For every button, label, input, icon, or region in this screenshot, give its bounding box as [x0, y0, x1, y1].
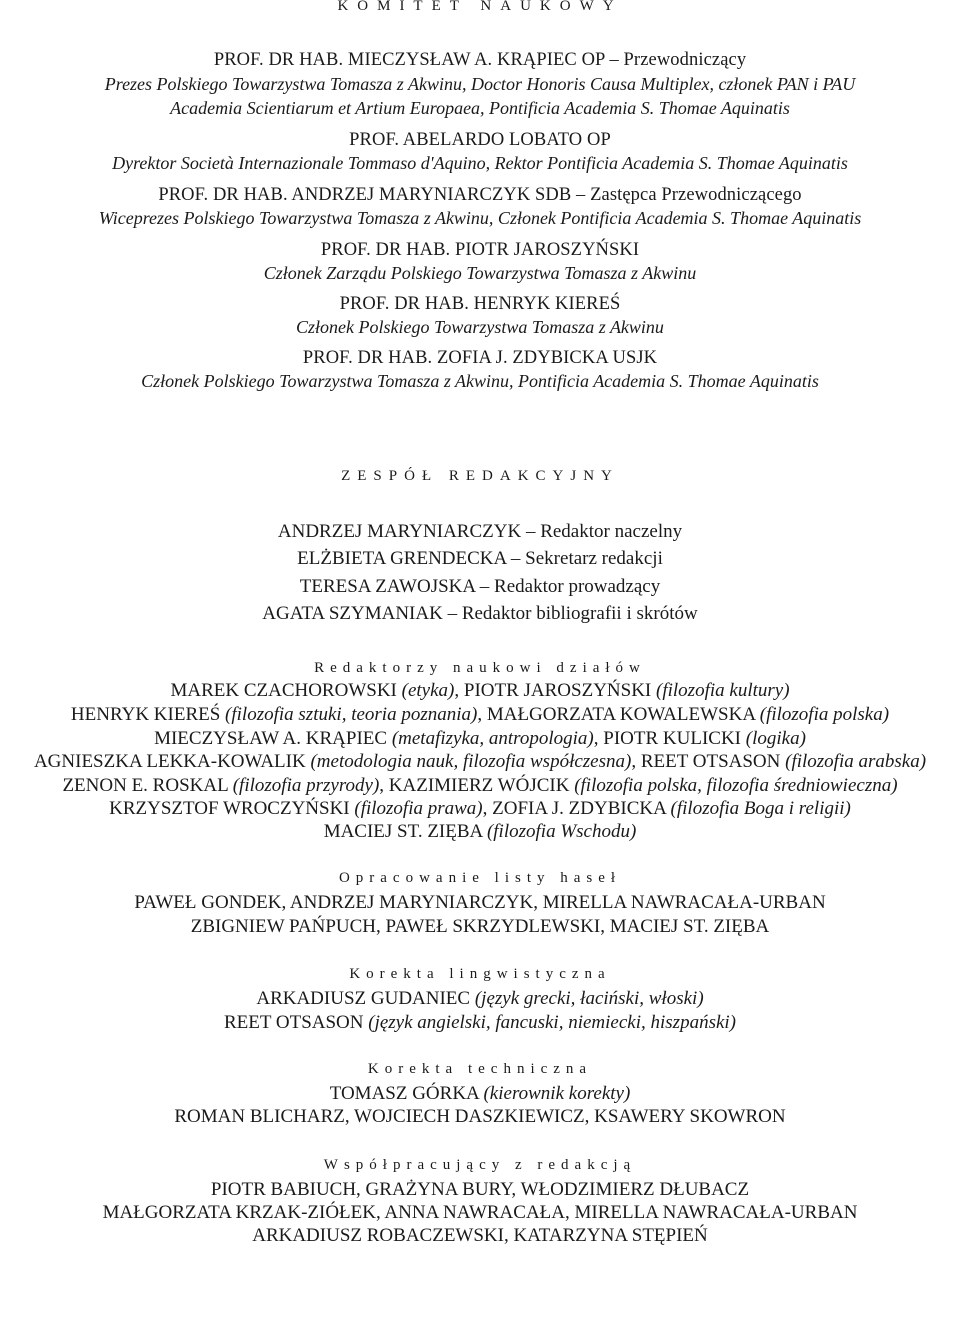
member-role: Członek Polskiego Towarzystwa Tomasza z Akwinu [296, 317, 664, 337]
wspolpracujacy-line: MAŁGORZATA KRZAK-ZIÓŁEK, ANNA NAWRACAŁA, MIRELLA NAWRACAŁA-URBAN [102, 1202, 858, 1223]
wspolpracujacy-line: PIOTR BABIUCH, GRAŻYNA BURY, WŁODZIMIERZ DŁUBACZ [210, 1179, 750, 1200]
editor-line: TERESA ZAWOJSKA – Redaktor prowadzący [299, 576, 661, 597]
field-note: (język angielski, fancuski, niemiecki, hiszpański) [368, 1012, 737, 1033]
person-name: TOMASZ GÓRKA [329, 1083, 484, 1104]
person-name: ARKADIUSZ GUDANIEC [256, 988, 475, 1009]
wspolpracujacy-line: ARKADIUSZ ROBACZEWSKI, KATARZYNA STĘPIEŃ [252, 1225, 708, 1246]
lingwistyczna-line [0, 987, 960, 1011]
person-name: ROMAN BLICHARZ, WOJCIECH DASZKIEWICZ, KSAWERY SKOWRON [174, 1106, 786, 1127]
person-name: , PIOTR KULICKI [593, 728, 746, 749]
techniczna-line [0, 1105, 960, 1129]
field-note: (filozofia Boga i religii) [670, 798, 851, 819]
field-note: (filozofia sztuki, teoria poznania) [225, 704, 478, 725]
redaktor-line [0, 703, 960, 727]
wspolpracujacy-heading: Współpracujący z redakcją [323, 1157, 637, 1173]
member-role: Academia Scientiarum et Artium Europaea, Pontificia Academia S. Thomae Aquinatis [170, 98, 790, 118]
field-note: (filozofia Wschodu) [486, 821, 637, 842]
member-role: Prezes Polskiego Towarzystwa Tomasza z Akwinu, Doctor Honoris Causa Multiplex, członek PAN i PAU [104, 74, 856, 94]
field-note: (filozofia przyrody) [232, 775, 380, 796]
techniczna-line [0, 1082, 960, 1106]
redaktor-line [0, 679, 960, 703]
member-role: Wiceprezes Polskiego Towarzystwa Tomasza z Akwinu, Członek Pontificia Academia S. Thomae Aquinatis [98, 208, 862, 228]
field-note: (filozofia prawa) [354, 798, 483, 819]
member-name: PROF. DR HAB. PIOTR JAROSZYŃSKI [320, 240, 640, 260]
redaktor-line [0, 797, 960, 821]
field-note: (filozofia kultury) [656, 680, 790, 701]
field-note: (metodologia nauk, filozofia współczesna) [310, 751, 632, 772]
redaktor-line [0, 820, 960, 844]
field-note: (kierownik korekty) [483, 1083, 631, 1104]
field-note: (filozofia polska, filozofia średniowieczna) [574, 775, 898, 796]
person-name: MIECZYSŁAW A. KRĄPIEC [154, 728, 392, 749]
opracowanie-line: PAWEŁ GONDEK, ANDRZEJ MARYNIARCZYK, MIRELLA NAWRACAŁA-URBAN [134, 892, 826, 913]
zespol-heading: ZESPÓŁ REDAKCYJNY [341, 468, 619, 484]
person-name: MACIEJ ST. ZIĘBA [323, 821, 487, 842]
person-name: , ZOFIA J. ZDYBICKA [482, 798, 671, 819]
editor-line: ELŻBIETA GRENDECKA – Sekretarz redakcji [297, 548, 663, 569]
redaktor-line [0, 750, 960, 774]
member-name: PROF. ABELARDO LOBATO OP [349, 130, 611, 150]
person-name: , KAZIMIERZ WÓJCIK [379, 775, 575, 796]
lingwistyczna-heading: Korekta lingwistyczna [349, 966, 611, 982]
person-name: AGNIESZKA LEKKA-KOWALIK [33, 751, 311, 772]
field-note: (etyka) [401, 680, 455, 701]
person-name: MAREK CZACHOROWSKI [170, 680, 402, 701]
field-note: (filozofia arabska) [785, 751, 927, 772]
person-name: REET OTSASON [223, 1012, 369, 1033]
person-name: , MAŁGORZATA KOWALEWSKA [477, 704, 760, 725]
member-name: PROF. DR HAB. ANDRZEJ MARYNIARCZYK SDB – Zastępca Przewodniczącego [158, 185, 802, 205]
lingwistyczna-line [0, 1011, 960, 1035]
member-name: PROF. DR HAB. ZOFIA J. ZDYBICKA USJK [302, 348, 658, 368]
komitet-heading: KOMITET NAUKOWY [337, 0, 623, 14]
person-name: , REET OTSASON [631, 751, 786, 772]
member-role: Dyrektor Società Internazionale Tommaso d'Aquino, Rektor Pontificia Academia S. Thomae Aquinatis [112, 153, 848, 173]
field-note: (metafizyka, antropologia) [391, 728, 594, 749]
member-name: PROF. DR HAB. HENRYK KIEREŚ [339, 294, 621, 314]
opracowanie-line: ZBIGNIEW PAŃPUCH, PAWEŁ SKRZYDLEWSKI, MACIEJ ST. ZIĘBA [190, 916, 770, 937]
redaktorzy-heading: Redaktorzy naukowi działów [314, 660, 646, 676]
person-name: KRZYSZTOF WROCZYŃSKI [109, 798, 355, 819]
techniczna-heading: Korekta techniczna [367, 1061, 593, 1077]
member-role: Członek Zarządu Polskiego Towarzystwa Tomasza z Akwinu [263, 263, 697, 283]
opracowanie-heading: Opracowanie listy haseł [338, 870, 622, 886]
editor-line: ANDRZEJ MARYNIARCZYK – Redaktor naczelny [277, 521, 683, 542]
field-note: (logika) [745, 728, 806, 749]
person-name: HENRYK KIEREŚ [70, 704, 226, 725]
person-name: ZENON E. ROSKAL [62, 775, 233, 796]
field-note: (język grecki, łaciński, włoski) [474, 988, 704, 1009]
person-name: , PIOTR JAROSZYŃSKI [454, 680, 657, 701]
member-role: Członek Polskiego Towarzystwa Tomasza z Akwinu, Pontificia Academia S. Thomae Aquinatis [141, 371, 819, 391]
redaktor-line [0, 727, 960, 751]
member-name: PROF. DR HAB. MIECZYSŁAW A. KRĄPIEC OP – Przewodniczący [213, 50, 747, 70]
redaktor-line [0, 774, 960, 798]
editor-line: AGATA SZYMANIAK – Redaktor bibliografii i skrótów [262, 603, 698, 624]
field-note: (filozofia polska) [759, 704, 890, 725]
